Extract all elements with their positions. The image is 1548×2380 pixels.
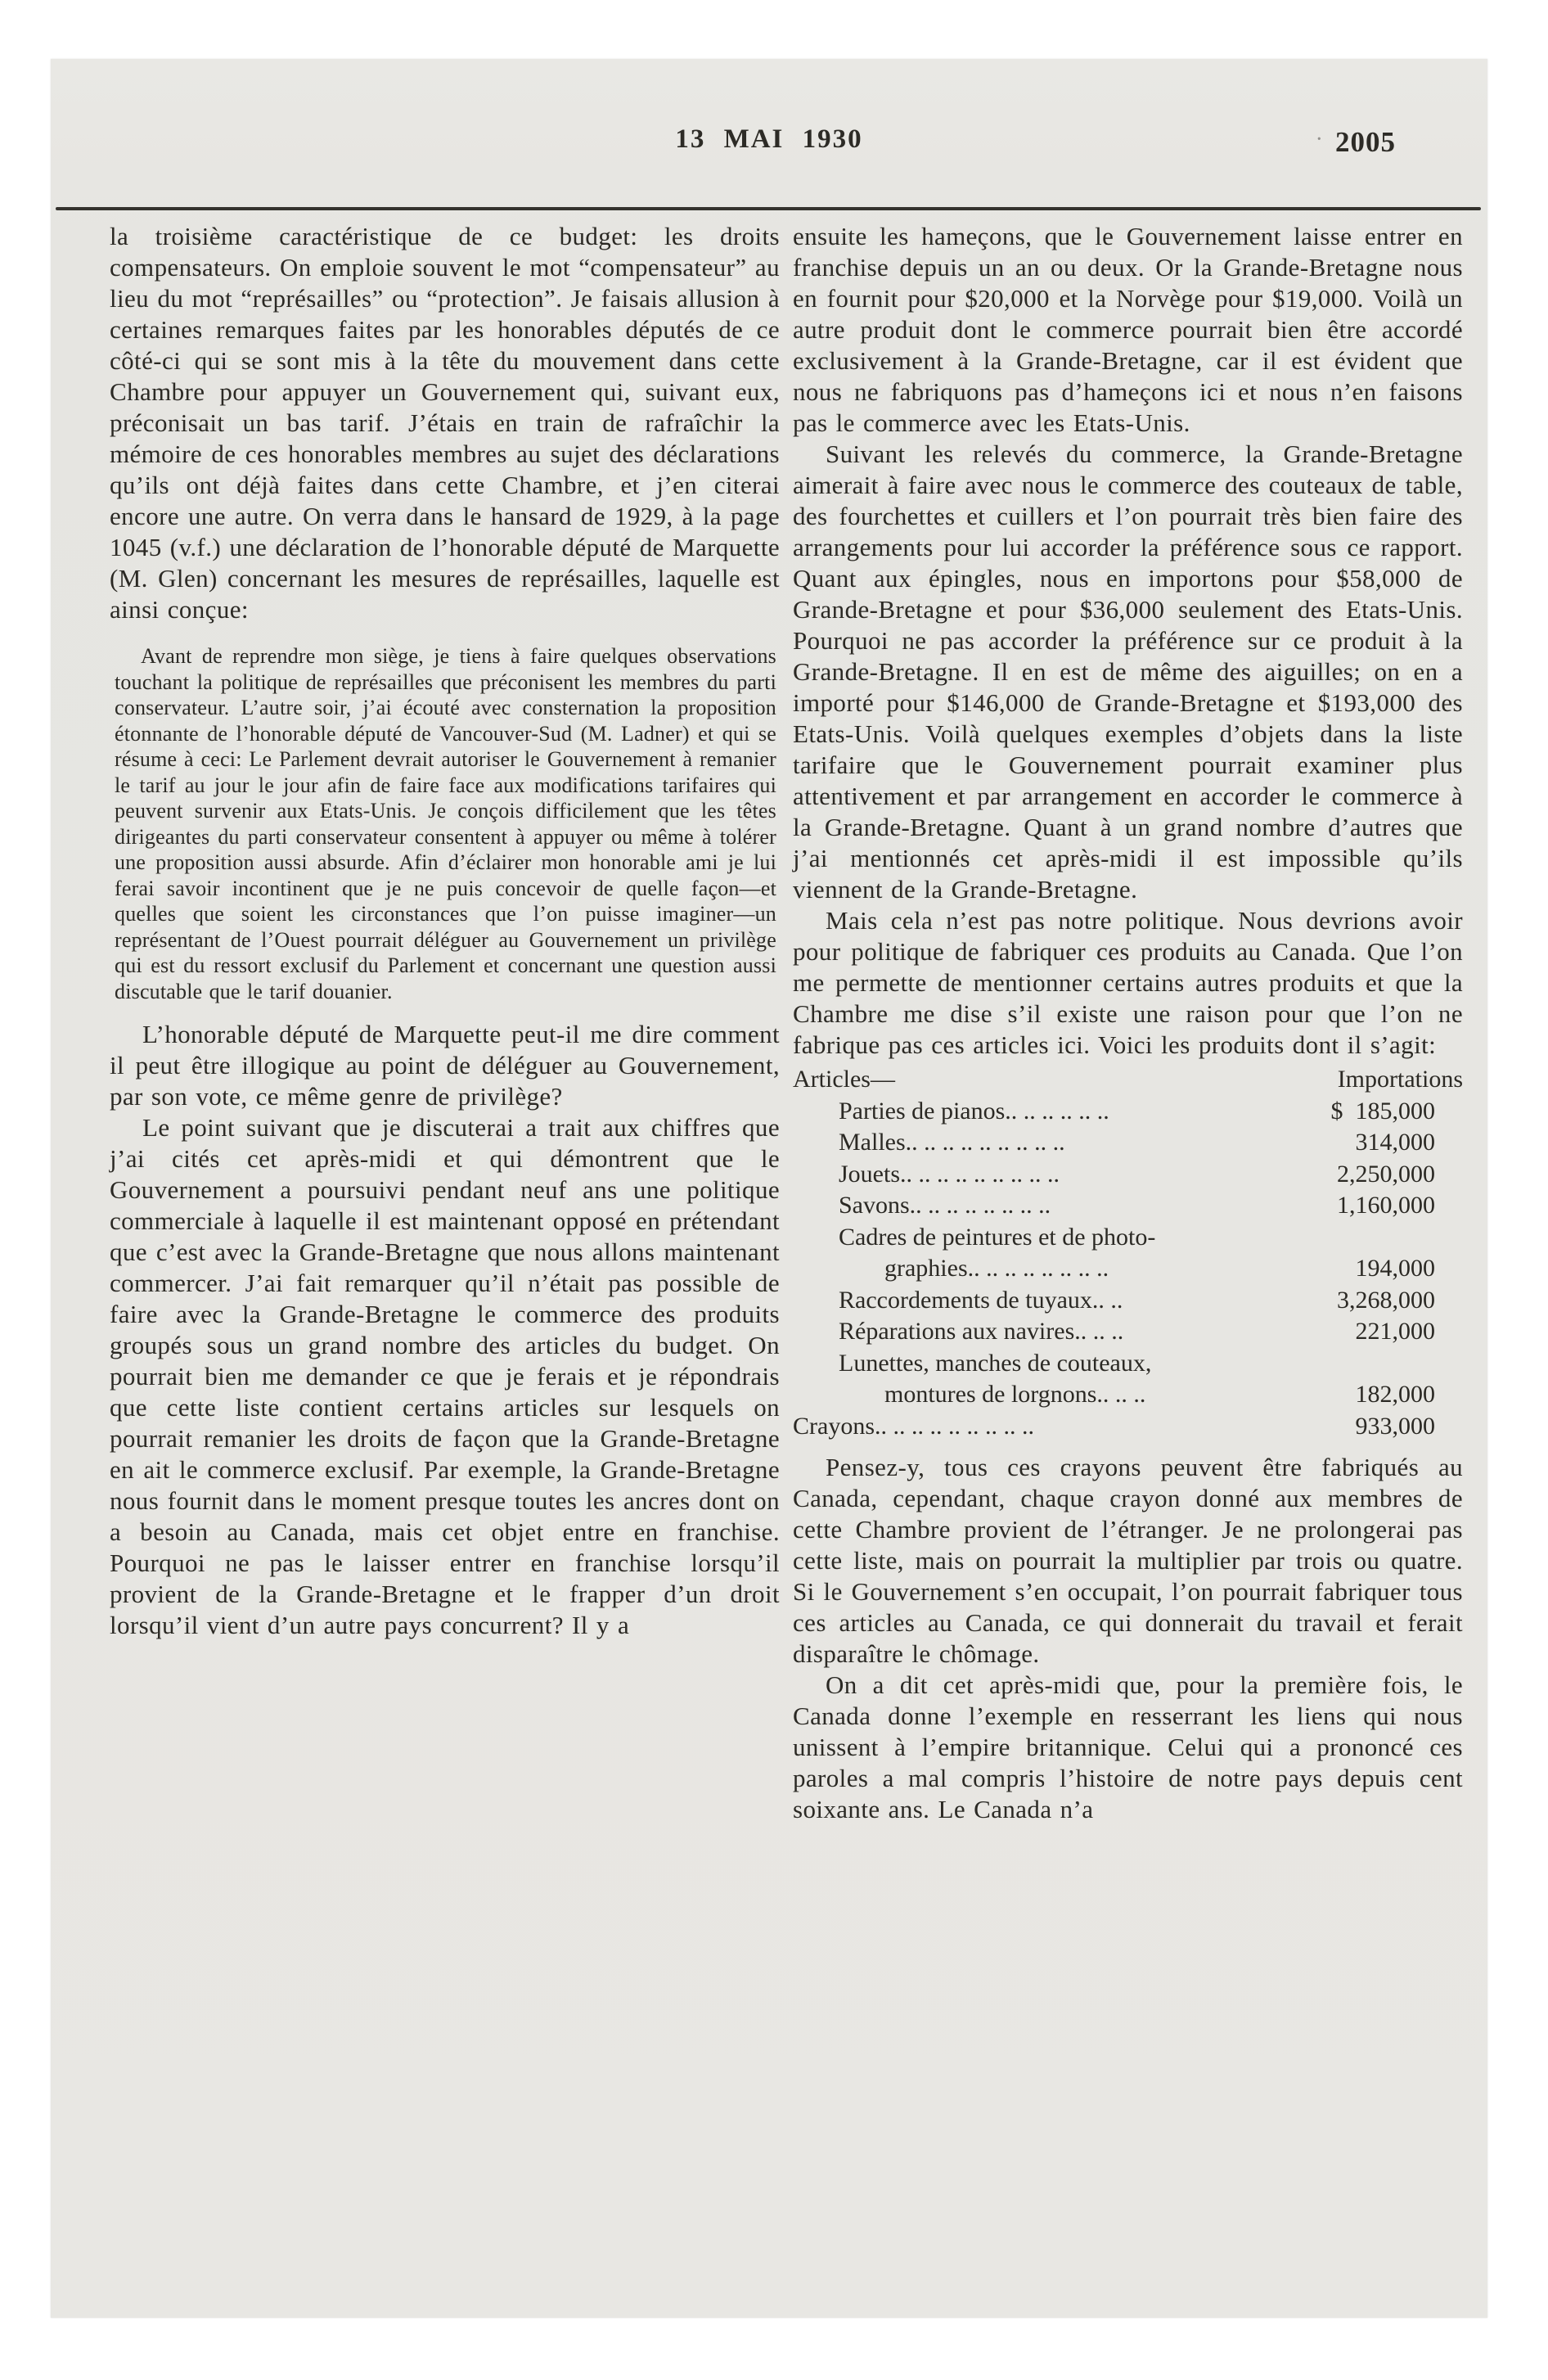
paragraph-notre-politique: Mais cela n’est pas notre politique. Nous devrions avoir pour politique de fabriquer ces produits au Canada. Que l’on me permette de mentionner certains autres produits et que la Chambre me dise s’il existe une raison pour que l’on ne fabrique pas ces articles ici. Voici les produits dont il s’agit: <box>793 906 1463 1059</box>
table-row <box>793 1096 1463 1128</box>
paragraph-budget-continuation: la troisième caractéristique de ce budget: les droits compensateurs. On emploie souvent le mot “compensateur” au lieu du mot “représailles” ou “protection”. Je faisais allusion à certaines remarques faites par les honorables députés de ce côté-ci qui se sont mis à la tête du mouvement dans cette Chambre pour appuyer un Gouvernement qui, suivant eux, préconisait un bas tarif. J’étais en train de rafraîchir la mémoire de ces honorables membres au sujet des déclarations qu’ils ont déjà faites dans cette Chambre, et j’en citerai encore une autre. On verra dans le hansard de 1929, à la page 1045 (v.f.) une déclaration de l’honorable député de Marquette (M. Glen) concernant les mesures de représailles, laquelle est ainsi conçue: <box>110 222 780 624</box>
header-rule <box>56 207 1481 210</box>
imports-table-header-importations: Importations <box>1337 1066 1463 1093</box>
scanned-page <box>51 59 1487 2318</box>
page-number-value: 2005 <box>1335 126 1396 158</box>
table-row-label: Réparations aux navires.. .. .. <box>839 1318 1124 1345</box>
table-row-amount: 182,000 <box>1355 1381 1435 1408</box>
table-row-amount: 933,000 <box>1355 1412 1435 1440</box>
imports-table-header-articles: Articles— <box>793 1066 895 1093</box>
paragraph-marquette-question: L’honorable député de Marquette peut-il me dire comment il peut être illogique au point de déléguer au Gouvernement, par son vote, ce même genre de privilège? <box>110 1020 780 1111</box>
right-column <box>793 221 1463 1825</box>
table-row <box>793 1411 1463 1443</box>
table-row-amount: 221,000 <box>1355 1318 1435 1345</box>
table-row-amount: 1,160,000 <box>1337 1192 1435 1219</box>
paragraph-releves-commerce: Suivant les relevés du commerce, la Grande-Bretagne aimerait à faire avec nous le commerce des couteaux de table, des fourchettes et cuillers et l’on pourrait très bien faire des arrangements pour lui accorder la préférence sous ce rapport. Quant aux épingles, nous en importons pour $58,000 de Grande-Bretagne et pour $36,000 seulement des Etats-Unis. Pourquoi ne pas accorder la préférence sur ce produit à la Grande-Bretagne. Il en est de même des aiguilles; on en a importé pour $146,000 de Grande-Bretagne et $193,000 des Etats-Unis. Voilà quelques exemples d’objets dans la liste tarifaire que le Gouvernement pourrait examiner plus attentivement et par arrangement en accorder le commerce à la Grande-Bretagne. Quant à un grand nombre d’autres que j’ai mentionnés cet après-midi il est impossible qu’ils viennent de la Grande-Bretagne. <box>793 439 1463 904</box>
text-columns <box>110 221 1463 1825</box>
paragraph-hamecons: ensuite les hameçons, que le Gouvernement laisse entrer en franchise depuis un an ou deux. Or la Grande-Bretagne nous en fournit pour $20,000 et la Norvège pour $19,000. Voilà un autre produit dont le commerce pourrait bien être accordé exclusivement à la Grande-Bretagne, car il est évident que nous ne fabriquons pas d’hameçons ici et nous n’en faisons pas le commerce avec les Etats-Unis. <box>793 222 1463 437</box>
quoted-hansard-extract: Avant de reprendre mon siège, je tiens à faire quelques observations touchant la politique de représailles que préconisent les membres du parti conservateur. L’autre soir, j’ai écouté avec consternation la proposition étonnante de l’honorable député de Vancouver-Sud (M. Ladner) et qui se résume à ceci: Le Parlement devrait autoriser le Gouvernement à remanier le tarif au jour le jour afin de faire face aux modifications tarifaires qui peuvent survenir aux Etats-Unis. Je conçois difficilement que les têtes dirigeantes du parti conservateur consentent à appuyer ou même à tolérer une proposition aussi absurde. Afin d’éclairer mon honorable ami je lui ferai savoir incontinent que je ne puis concevoir de quelle façon—et quelles que soient les circonstances que l’on puisse imaginer—un représentant de l’Ouest pourrait déléguer au Gouvernement un privilège qui est du ressort exclusif du Parlement et concernant une question aussi discutable que le tarif douanier. <box>115 644 776 1003</box>
table-row <box>793 1222 1463 1254</box>
table-row-label: Malles.. .. .. .. .. .. .. .. .. <box>839 1129 1065 1156</box>
table-row-label: Crayons.. .. .. .. .. .. .. .. .. <box>793 1412 1034 1440</box>
table-row-label: montures de lorgnons.. .. .. <box>884 1381 1146 1408</box>
header-date: 13 MAI 1930 <box>675 124 863 154</box>
table-row-label: Jouets.. .. .. .. .. .. .. .. .. <box>839 1160 1060 1188</box>
imports-table-header <box>793 1064 1463 1096</box>
table-row-amount: 194,000 <box>1355 1255 1435 1282</box>
page-number <box>1316 126 1396 159</box>
table-row <box>793 1285 1463 1317</box>
table-row-amount: $ 185,000 <box>1330 1097 1435 1125</box>
paragraph-point-suivant: Le point suivant que je discuterai a trait aux chiffres que j’ai cités cet après-midi et qui démontrent que le Gouvernement a poursuivi pendant neuf ans une politique commerciale à laquelle il est maintenant opposé en prétendant que c’est avec la Grande-Bretagne que nous allons maintenant commercer. J’ai fait remarquer qu’il n’était pas possible de faire avec la Grande-Bretagne le commerce des produits groupés sous un grand nombre des articles du budget. On pourrait bien me demander ce que je ferais et je répondrais que cette liste contient certains articles sur lesquels on pourrait remanier les droits de façon que la Grande-Bretagne en ait le commerce exclusif. Par exemple, la Grande-Bretagne nous fournit dans le moment presque toutes les ancres dont on a besoin au Canada, mais cet objet entre en franchise. Pourquoi ne pas le laisser entrer en franchise lorsqu’il provient de la Grande-Bretagne et le frapper d’un droit lorsqu’il vient d’un autre pays concurrent? Il y a <box>110 1113 780 1639</box>
table-row-amount: 3,268,000 <box>1337 1286 1435 1314</box>
table-row <box>793 1127 1463 1159</box>
table-row-label: Cadres de peintures et de photo- <box>839 1223 1156 1251</box>
table-row <box>793 1348 1463 1380</box>
table-row <box>793 1316 1463 1348</box>
table-row <box>793 1379 1463 1411</box>
table-row-label: graphies.. .. .. .. .. .. .. .. <box>884 1255 1109 1282</box>
table-row-label: Parties de pianos.. .. .. .. .. .. <box>839 1097 1109 1125</box>
table-row <box>793 1159 1463 1191</box>
table-row-amount: 2,250,000 <box>1337 1160 1435 1188</box>
table-row-label: Lunettes, manches de couteaux, <box>839 1349 1152 1377</box>
paragraph-pensez-y: Pensez-y, tous ces crayons peuvent être fabriqués au Canada, cependant, chaque crayon donné aux membres de cette Chambre provient de l’étranger. Je ne prolongerai pas cette liste, mais on pourrait la multiplier par trois ou quatre. Si le Gouvernement s’en occupait, l’on pourrait fabriquer tous ces articles au Canada, ce qui donnerait du travail et ferait disparaître le chômage. <box>793 1453 1463 1668</box>
left-column <box>110 221 780 1825</box>
page-header <box>51 124 1487 174</box>
table-row-label: Raccordements de tuyaux.. .. <box>839 1286 1123 1314</box>
imports-table <box>793 1064 1463 1442</box>
table-row <box>793 1190 1463 1222</box>
table-row-label: Savons.. .. .. .. .. .. .. .. <box>839 1192 1051 1219</box>
page-number-dash: · <box>1315 127 1324 152</box>
paragraph-on-a-dit: On a dit cet après-midi que, pour la première fois, le Canada donne l’exemple en resserrant les liens qui nous unissent à l’empire britannique. Celui qui a prononcé ces paroles a mal compris l’histoire de notre pays depuis cent soixante ans. Le Canada n’a <box>793 1670 1463 1823</box>
table-row <box>793 1253 1463 1285</box>
table-row-amount: 314,000 <box>1355 1129 1435 1156</box>
